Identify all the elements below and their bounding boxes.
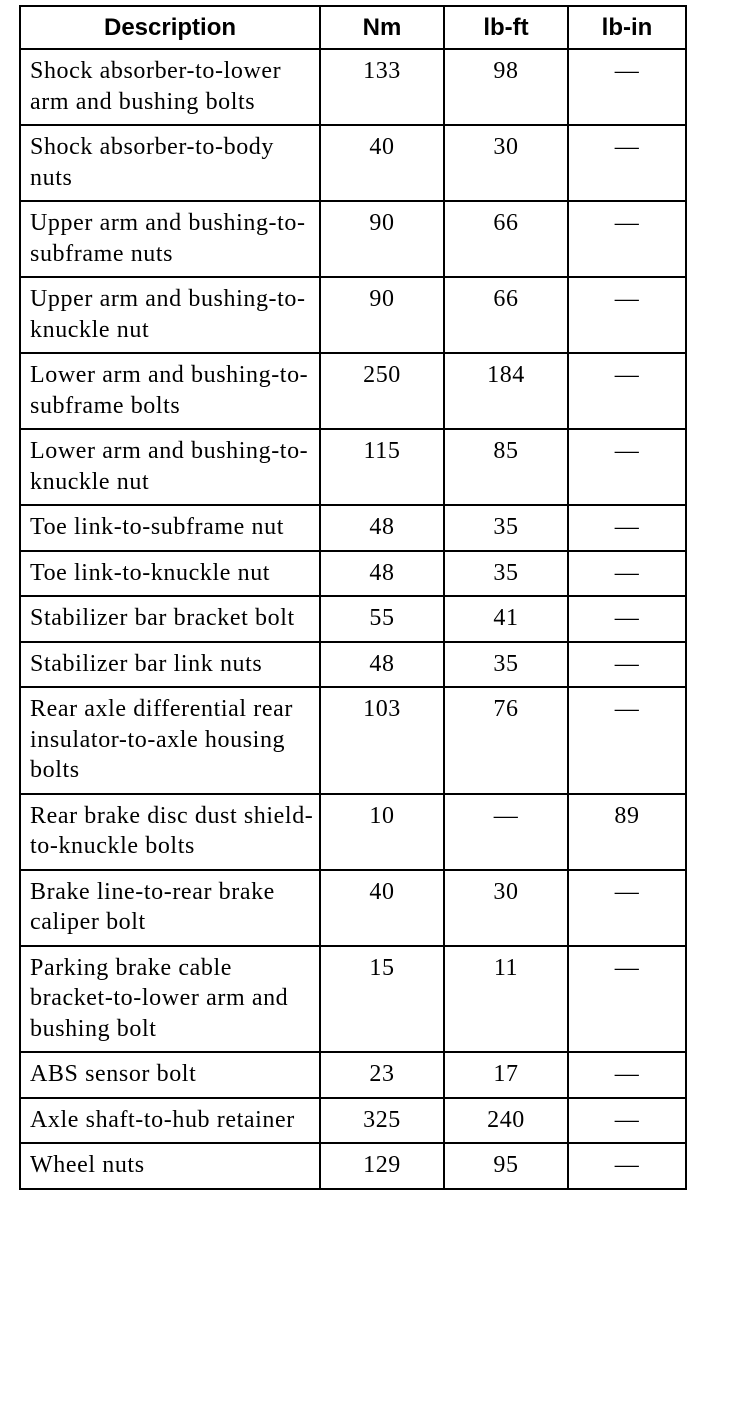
table-row bbox=[20, 551, 686, 597]
nm-cell: 40 bbox=[320, 125, 444, 201]
description-cell: Axle shaft-to-hub retainer bbox=[20, 1098, 320, 1144]
lb-in-cell: — bbox=[568, 642, 686, 688]
lb-in-cell: — bbox=[568, 946, 686, 1053]
lb-ft-cell: — bbox=[444, 794, 568, 870]
table-row bbox=[20, 870, 686, 946]
lb-ft-cell: 30 bbox=[444, 125, 568, 201]
lb-ft-cell: 98 bbox=[444, 49, 568, 125]
lb-in-cell: — bbox=[568, 1052, 686, 1098]
nm-cell: 325 bbox=[320, 1098, 444, 1144]
nm-cell: 90 bbox=[320, 201, 444, 277]
description-cell: Toe link-to-knuckle nut bbox=[20, 551, 320, 597]
lb-ft-cell: 35 bbox=[444, 551, 568, 597]
description-cell: Parking brake cable bracket-to-lower arm and bushing bolt bbox=[20, 946, 320, 1053]
description-cell: Shock absorber-to-lower arm and bushing bolts bbox=[20, 49, 320, 125]
nm-cell: 115 bbox=[320, 429, 444, 505]
table-row bbox=[20, 125, 686, 201]
lb-in-cell: — bbox=[568, 551, 686, 597]
table-row bbox=[20, 201, 686, 277]
table-row bbox=[20, 1052, 686, 1098]
lb-ft-cell: 41 bbox=[444, 596, 568, 642]
description-cell: Brake line-to-rear brake caliper bolt bbox=[20, 870, 320, 946]
nm-cell: 250 bbox=[320, 353, 444, 429]
lb-in-cell: — bbox=[568, 201, 686, 277]
description-cell: Stabilizer bar bracket bolt bbox=[20, 596, 320, 642]
lb-ft-cell: 35 bbox=[444, 642, 568, 688]
lb-in-cell: — bbox=[568, 429, 686, 505]
nm-cell: 133 bbox=[320, 49, 444, 125]
lb-ft-cell: 35 bbox=[444, 505, 568, 551]
lb-in-cell: — bbox=[568, 596, 686, 642]
table-row bbox=[20, 1143, 686, 1189]
lb-ft-cell: 66 bbox=[444, 277, 568, 353]
table-row bbox=[20, 429, 686, 505]
description-cell: Upper arm and bushing-to-knuckle nut bbox=[20, 277, 320, 353]
lb-in-cell: — bbox=[568, 1098, 686, 1144]
description-cell: Wheel nuts bbox=[20, 1143, 320, 1189]
description-cell: Shock absorber-to-body nuts bbox=[20, 125, 320, 201]
nm-cell: 90 bbox=[320, 277, 444, 353]
description-cell: Lower arm and bushing-to-subframe bolts bbox=[20, 353, 320, 429]
nm-cell: 48 bbox=[320, 551, 444, 597]
lb-ft-cell: 17 bbox=[444, 1052, 568, 1098]
lb-in-cell: — bbox=[568, 125, 686, 201]
nm-cell: 48 bbox=[320, 505, 444, 551]
table-row bbox=[20, 277, 686, 353]
lb-in-cell: — bbox=[568, 49, 686, 125]
table-row bbox=[20, 794, 686, 870]
description-cell: Upper arm and bushing-to-subframe nuts bbox=[20, 201, 320, 277]
nm-cell: 23 bbox=[320, 1052, 444, 1098]
lb-ft-cell: 30 bbox=[444, 870, 568, 946]
lb-ft-cell: 11 bbox=[444, 946, 568, 1053]
lb-ft-cell: 240 bbox=[444, 1098, 568, 1144]
lb-in-cell: — bbox=[568, 870, 686, 946]
torque-spec-table bbox=[19, 5, 687, 1190]
lb-ft-cell: 95 bbox=[444, 1143, 568, 1189]
nm-cell: 48 bbox=[320, 642, 444, 688]
header-lb-in: lb-in bbox=[568, 6, 686, 49]
table-row bbox=[20, 49, 686, 125]
nm-cell: 10 bbox=[320, 794, 444, 870]
description-cell: Lower arm and bushing-to-knuckle nut bbox=[20, 429, 320, 505]
lb-ft-cell: 66 bbox=[444, 201, 568, 277]
table-row bbox=[20, 642, 686, 688]
nm-cell: 40 bbox=[320, 870, 444, 946]
header-nm: Nm bbox=[320, 6, 444, 49]
table-row bbox=[20, 687, 686, 794]
lb-in-cell: 89 bbox=[568, 794, 686, 870]
table-row bbox=[20, 1098, 686, 1144]
lb-in-cell: — bbox=[568, 687, 686, 794]
nm-cell: 15 bbox=[320, 946, 444, 1053]
table-row bbox=[20, 596, 686, 642]
lb-in-cell: — bbox=[568, 505, 686, 551]
description-cell: Stabilizer bar link nuts bbox=[20, 642, 320, 688]
table-row bbox=[20, 505, 686, 551]
lb-ft-cell: 184 bbox=[444, 353, 568, 429]
nm-cell: 103 bbox=[320, 687, 444, 794]
description-cell: ABS sensor bolt bbox=[20, 1052, 320, 1098]
description-cell: Rear brake disc dust shield-to-knuckle bolts bbox=[20, 794, 320, 870]
lb-ft-cell: 85 bbox=[444, 429, 568, 505]
lb-in-cell: — bbox=[568, 277, 686, 353]
table-row bbox=[20, 353, 686, 429]
nm-cell: 129 bbox=[320, 1143, 444, 1189]
lb-in-cell: — bbox=[568, 353, 686, 429]
table-row bbox=[20, 946, 686, 1053]
header-lb-ft: lb-ft bbox=[444, 6, 568, 49]
header-row bbox=[20, 6, 686, 49]
description-cell: Rear axle differential rear insulator-to-axle housing bolts bbox=[20, 687, 320, 794]
header-description: Description bbox=[20, 6, 320, 49]
nm-cell: 55 bbox=[320, 596, 444, 642]
lb-ft-cell: 76 bbox=[444, 687, 568, 794]
description-cell: Toe link-to-subframe nut bbox=[20, 505, 320, 551]
lb-in-cell: — bbox=[568, 1143, 686, 1189]
